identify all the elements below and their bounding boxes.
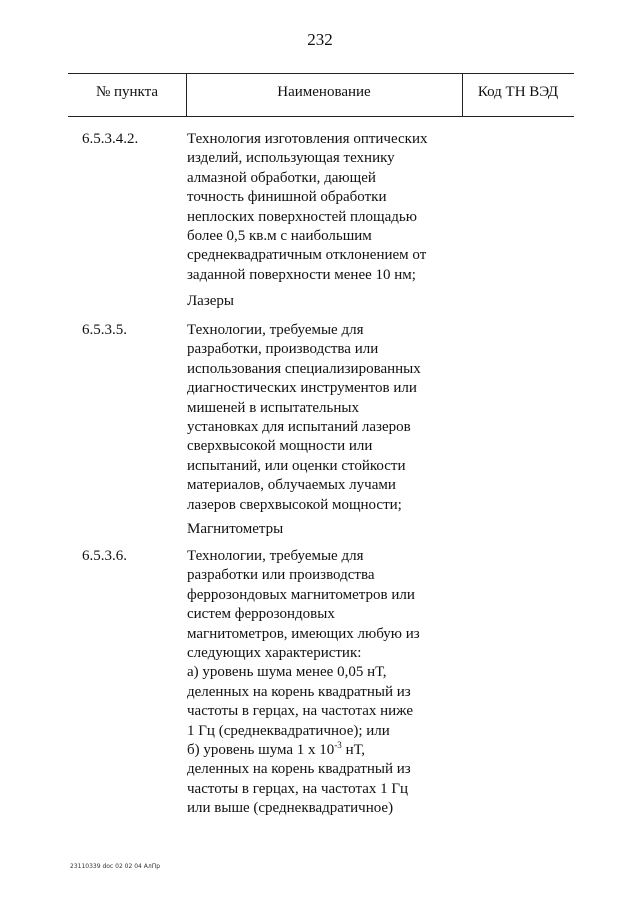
text-line: испытаний, или оценки стойкости bbox=[187, 457, 406, 474]
text-line: или выше (среднеквадратичное) bbox=[187, 800, 394, 817]
text-line: 1 Гц (среднеквадратичное); или bbox=[187, 722, 390, 739]
entry-number: 6.5.3.6. bbox=[82, 548, 127, 564]
text-line: деленных на корень квадратный из bbox=[187, 683, 411, 700]
text-line: Технологии, требуемые для bbox=[187, 548, 364, 564]
table-header bbox=[68, 73, 574, 117]
text-line: точность финишной обработки bbox=[187, 189, 387, 206]
text-line: а) уровень шума менее 0,05 нТ, bbox=[187, 664, 387, 681]
text-line: алмазной обработки, дающей bbox=[187, 169, 376, 186]
text-line: частоты в герцах, на частотах 1 Гц bbox=[187, 780, 409, 797]
text-line: материалов, облучаемых лучами bbox=[187, 477, 396, 494]
header-bottom-rule bbox=[68, 116, 574, 117]
text-line: Технология изготовления оптических bbox=[187, 131, 428, 147]
noise-suffix: нТ, bbox=[341, 742, 366, 759]
entry-text bbox=[187, 130, 477, 285]
section-heading: Лазеры bbox=[187, 293, 234, 309]
header-top-rule bbox=[68, 73, 574, 74]
text-line: изделий, использующая технику bbox=[187, 150, 395, 167]
text-line: более 0,5 кв.м с наибольшим bbox=[187, 228, 372, 245]
text-line: разработки или производства bbox=[187, 567, 375, 584]
text-line: Технологии, требуемые для bbox=[187, 322, 364, 338]
entry-text bbox=[187, 321, 477, 515]
entry-number: 6.5.3.5. bbox=[82, 322, 127, 338]
noise-exponent: -3 bbox=[334, 740, 342, 751]
page-number: 232 bbox=[307, 30, 333, 49]
text-line: феррозондовых магнитометров или bbox=[187, 586, 415, 603]
text-line: следующих характеристик: bbox=[187, 645, 362, 662]
noise-prefix: б) уровень шума 1 х 10 bbox=[187, 742, 335, 759]
header-item-number: № пункта bbox=[95, 84, 159, 100]
header-customs-code: Код ТН ВЭД bbox=[477, 84, 559, 100]
entry-text bbox=[187, 547, 477, 819]
text-line: деленных на корень квадратный из bbox=[187, 761, 411, 778]
header-name: Наименование bbox=[277, 84, 371, 100]
text-line: магнитометров, имеющих любую из bbox=[187, 625, 420, 642]
text-line: среднеквадратичным отклонением от bbox=[187, 247, 427, 264]
text-line: частоты в герцах, на частотах ниже bbox=[187, 703, 414, 720]
text-line: систем феррозондовых bbox=[187, 606, 335, 623]
text-line: лазеров сверхвысокой мощности; bbox=[187, 496, 402, 513]
text-line: сверхвысокой мощности или bbox=[187, 438, 373, 455]
entry-number: 6.5.3.4.2. bbox=[82, 131, 139, 147]
footer-document-code: 23110339 doc 02 02 04 АлПр bbox=[70, 863, 161, 870]
text-line: неплоских поверхностей площадью bbox=[187, 208, 417, 225]
text-line: использования специализированных bbox=[187, 360, 421, 377]
text-line: диагностических инструментов или bbox=[187, 380, 417, 397]
section-heading: Магнитометры bbox=[187, 521, 284, 537]
text-line: заданной поверхности менее 10 нм; bbox=[187, 266, 416, 283]
text-line: мишеней в испытательных bbox=[187, 399, 359, 416]
text-line: разработки, производства или bbox=[187, 341, 379, 358]
text-line: установках для испытаний лазеров bbox=[187, 419, 411, 436]
noise-level-line bbox=[187, 741, 477, 760]
